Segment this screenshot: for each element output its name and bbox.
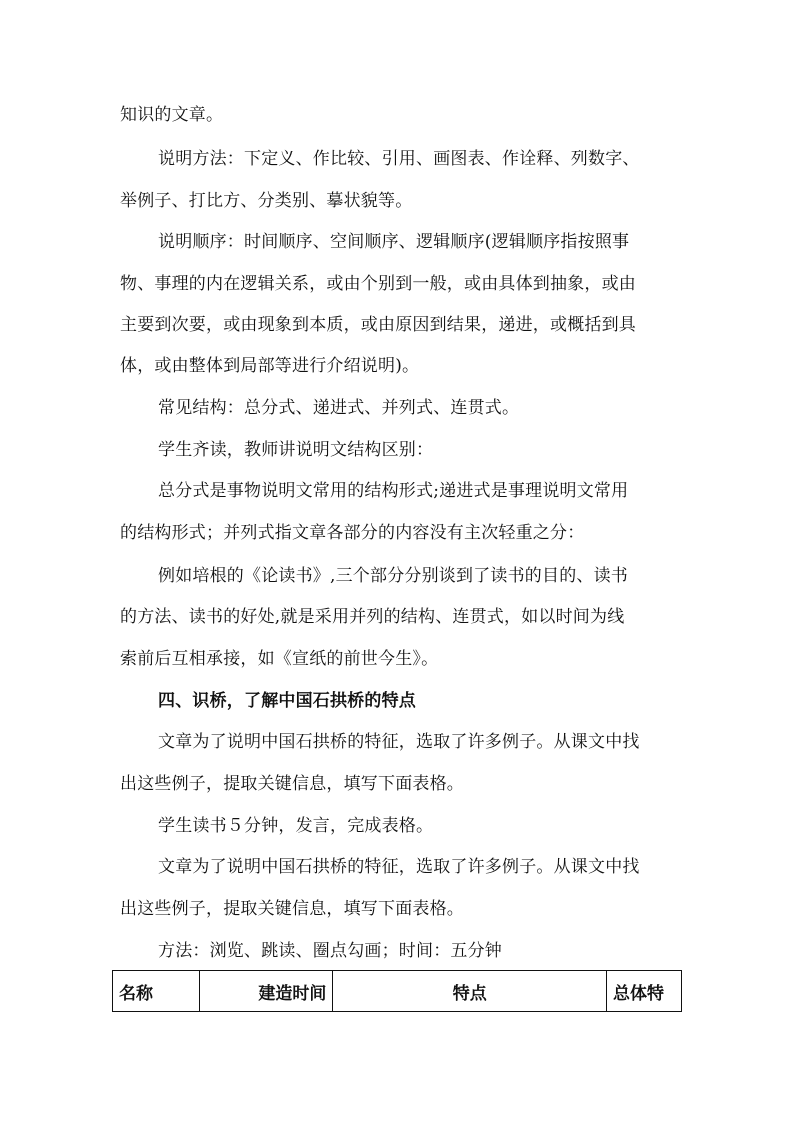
paragraph-line: 例如培根的《论读书》,三个部分分别谈到了读书的目的、读书 (158, 566, 629, 586)
paragraph-line: 常见结构：总分式、递进式、并列式、连贯式。 (158, 398, 520, 418)
paragraph-line: 举例子、打比方、分类别、摹状貌等。 (120, 191, 413, 211)
paragraph-line: 说明顺序：时间顺序、空间顺序、逻辑顺序(逻辑顺序指按照事 (158, 232, 630, 252)
paragraph-line: 方法：浏览、跳读、圈点勾画；时间：五分钟 (158, 941, 502, 961)
paragraph-line: 学生读书５分钟，发言，完成表格。 (158, 816, 434, 836)
header-overall-features: 总体特 (607, 971, 682, 1012)
paragraph-line: 体，或由整体到局部等进行介绍说明)。 (120, 356, 420, 376)
paragraph-line: 说明方法：下定义、作比较、引用、画图表、作诠释、列数字、 (158, 149, 640, 169)
header-build-time: 建造时间 (199, 971, 333, 1012)
section-heading: 四、识桥，了解中国石拱桥的特点 (158, 691, 416, 711)
paragraph-line: 物、事理的内在逻辑关系，或由个别到一般，或由具体到抽象，或由 (120, 274, 636, 294)
paragraph-line: 文章为了说明中国石拱桥的特征，选取了许多例子。从课文中找 (158, 732, 640, 752)
table-header-row (113, 971, 682, 1012)
paragraph-line: 出这些例子，提取关键信息，填写下面表格。 (120, 899, 464, 919)
paragraph-line: 的结构形式；并列式指文章各部分的内容没有主次轻重之分： (120, 523, 585, 543)
paragraph-line: 主要到次要，或由现象到本质，或由原因到结果，递进，或概括到具 (120, 315, 636, 335)
paragraph-line: 的方法、读书的好处,就是采用并列的结构、连贯式，如以时间为线 (120, 607, 625, 627)
paragraph-line: 知识的文章。 (120, 105, 224, 125)
header-features: 特点 (333, 971, 607, 1012)
paragraph-line: 总分式是事物说明文常用的结构形式;递进式是事理说明文常用 (158, 481, 629, 501)
header-name: 名称 (113, 971, 200, 1012)
paragraph-line: 出这些例子，提取关键信息，填写下面表格。 (120, 774, 464, 794)
paragraph-line: 索前后互相承接，如《宣纸的前世今生》。 (120, 649, 439, 669)
paragraph-line: 学生齐读，教师讲说明文结构区别： (158, 440, 434, 460)
paragraph-line: 文章为了说明中国石拱桥的特征，选取了许多例子。从课文中找 (158, 857, 640, 877)
bridge-features-table (112, 970, 682, 1012)
